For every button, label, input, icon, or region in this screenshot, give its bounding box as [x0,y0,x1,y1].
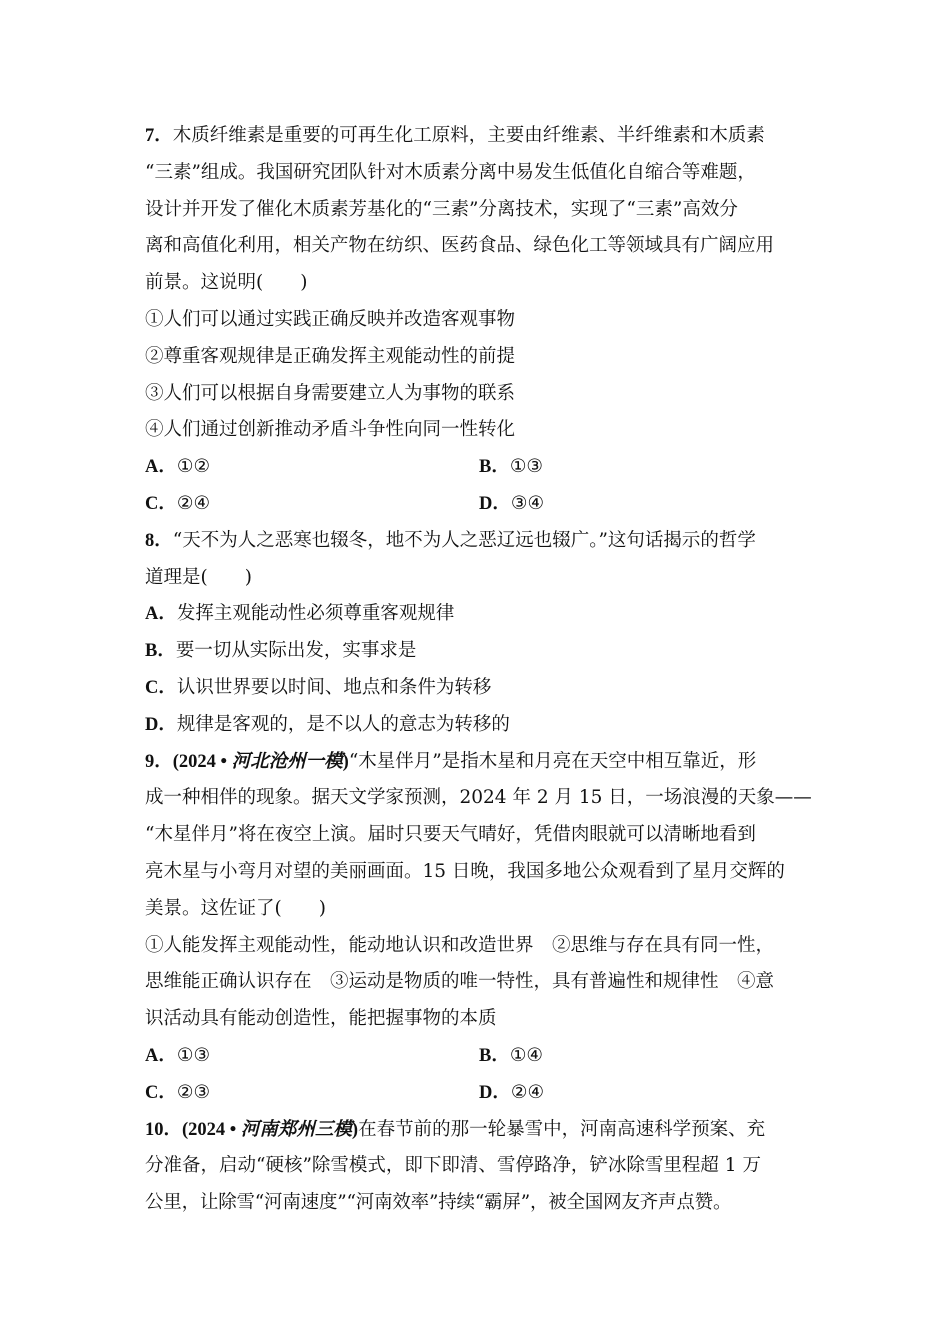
question-10 [145,1112,825,1222]
question-9-option-b [479,1038,813,1075]
question-9-option-c [145,1075,479,1112]
option-label: A． [145,1045,177,1066]
option-text: ②③ [176,1081,211,1103]
question-7-statement-2: ②尊重客观规律是正确发挥主观能动性的前提 [145,345,516,367]
question-9-statements-line: 思维能正确认识存在 ③运动是物质的唯一特性，具有普遍性和规律性 ④意 [145,971,775,993]
question-9-text: “木星伴月”是指木星和月亮在天空中相互靠近，形 [348,750,757,772]
question-7-stem-line: “三素”组成。我国研究团队针对木质素分离中易发生低值化自缩合等难题， [145,161,756,183]
option-label: B． [479,1045,510,1066]
option-label: C． [145,677,177,698]
question-10-source: 河南郑州三模 [240,1119,352,1140]
option-label: C． [145,493,177,514]
question-9-stem-line: 亮木星与小弯月对望的美丽画面。15 日晚，我国多地公众观看到了星月交辉的 [145,860,785,882]
question-9-year: (2024 • [172,751,232,772]
question-9-stem-line: “木星伴月”将在夜空上演。届时只要天气晴好，凭借肉眼就可以清晰地看到 [145,824,756,846]
option-label: D． [479,493,511,514]
option-label: D． [145,714,177,735]
option-text: ①③ [176,1044,211,1066]
question-7-stem-line-1 [145,118,825,155]
question-8-stem-line-1 [145,523,825,560]
question-7-stem-line: 前景。这说明( ) [145,272,308,294]
question-9-options-row-1 [145,1038,825,1075]
option-label: A． [145,457,177,478]
question-7-option-c [145,486,479,523]
question-7-number: 7． [145,126,173,146]
question-9-source-close: ) [342,751,349,772]
option-text: 要一切从实际出发，实事求是 [175,640,417,662]
option-text: ②④ [510,1081,545,1103]
question-8-text: “天不为人之恶寒也辍冬，地不为人之恶辽远也辍广。”这句话揭示的哲学 [172,529,756,551]
question-8 [145,523,825,744]
question-10-text: 在春节前的那一轮暴雪中，河南高速科学预案、充 [358,1118,766,1140]
question-7-option-b [479,449,813,486]
option-label: D． [479,1082,511,1103]
question-8-number: 8． [145,530,173,551]
question-9-stem-line: 成一种相伴的现象。据天文学家预测，2024 年 2 月 15 日，一场浪漫的天象—— [145,787,812,809]
question-7-option-d [479,486,813,523]
question-9-source: 河北沧州一模 [231,751,343,772]
question-9-option-a [145,1038,479,1075]
option-text: 发挥主观能动性必须尊重客观规律 [176,603,455,625]
question-7-options-row-1 [145,449,825,486]
option-text: ③④ [510,492,545,514]
question-10-stem-line-1 [145,1112,825,1149]
question-9-stem-line: 美景。这佐证了( ) [145,897,326,919]
question-7-stem-line: 设计并开发了催化木质素芳基化的“三素”分离技术，实现了“三素”高效分 [145,198,738,220]
question-7-options-row-2 [145,486,825,523]
question-7-statement-3: ③人们可以根据自身需要建立人为事物的联系 [145,382,516,404]
question-9 [145,744,825,1112]
question-7-statement-4: ④人们通过创新推动矛盾斗争性向同一性转化 [145,419,516,441]
question-8-option-b [145,633,825,670]
question-9-options-row-2 [145,1075,825,1112]
question-8-stem-line: 道理是( ) [145,566,252,588]
question-9-option-d [479,1075,813,1112]
document-page [145,118,825,1222]
question-10-stem-line: 分准备，启动“硬核”除雪模式，即下即清、雪停路净，铲冰除雪里程超 1 万 [145,1155,761,1177]
option-text: ①④ [509,1044,544,1066]
question-9-statements-line: 识活动具有能动创造性，能把握事物的本质 [145,1008,497,1030]
question-7-option-a [145,449,479,486]
question-10-source-close: ) [351,1119,359,1140]
option-label: B． [145,641,176,662]
question-9-statements-line: ①人能发挥主观能动性，能动地认识和改造世界 ②思维与存在具有同一性， [145,934,775,956]
question-9-number: 9． [145,751,173,772]
option-label: C． [145,1082,177,1103]
option-text: 规律是客观的，是不以人的意志为转移的 [176,713,510,735]
question-7-text: 木质纤维素是重要的可再生化工原料，主要由纤维素、半纤维素和木质素 [172,125,765,146]
option-text: ①② [176,456,211,478]
question-7 [145,118,825,523]
question-7-statement-1: ①人们可以通过实践正确反映并改造客观事物 [145,308,516,330]
question-7-stem-line: 离和高值化利用，相关产物在纺织、医药食品、绿色化工等领域具有广阔应用 [145,235,775,257]
option-text: 认识世界要以时间、地点和条件为转移 [176,676,492,698]
question-10-year: (2024 • [182,1119,241,1140]
question-9-stem-line-1 [145,744,825,781]
question-8-option-a [145,596,825,633]
option-label: A． [145,604,177,625]
option-text: ②④ [176,492,211,514]
option-text: ①③ [509,456,544,478]
question-10-number: 10． [145,1119,183,1140]
option-label: B． [479,457,510,478]
question-10-stem-line: 公里，让除雪“河南速度”“河南效率”持续“霸屏”，被全国网友齐声点赞。 [145,1192,732,1214]
question-8-option-d [145,707,825,744]
question-8-option-c [145,670,825,707]
